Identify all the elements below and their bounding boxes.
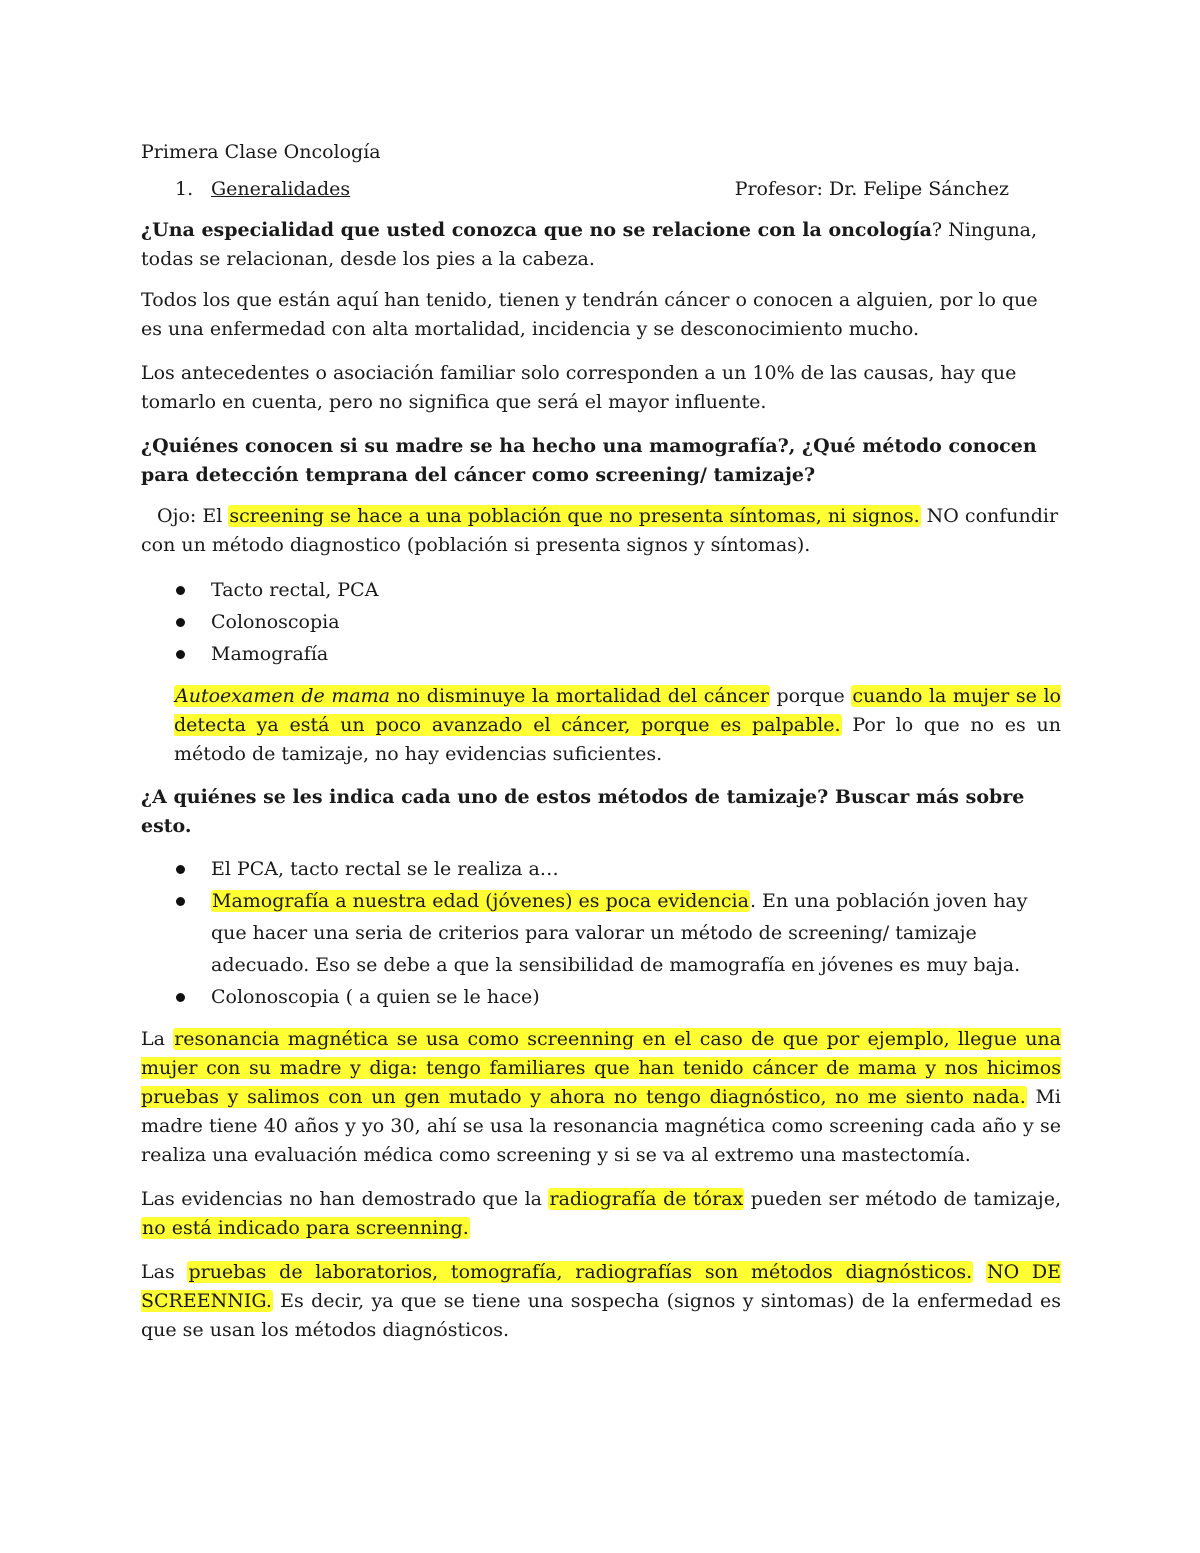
bullet-icon (176, 993, 185, 1002)
autoexamen-highlight-2: cuando la mujer se lo detecta ya está un poco avanzado el cáncer, porque es palpable. (174, 685, 1061, 736)
diagnostic-highlight-1: pruebas de laboratorios, tomografía, radiografías son métodos diagnósticos. (188, 1261, 973, 1283)
list-item (141, 885, 1061, 981)
bullet-icon (176, 586, 185, 595)
diagnostic-lead: Las (141, 1261, 188, 1283)
list-item-text: Tacto rectal, PCA (211, 579, 379, 601)
autoexamen-text-2: porque (769, 685, 852, 707)
ojo-rest: NO confundir con un método diagnostico (población si presenta signos y síntomas). (141, 505, 1059, 556)
paragraph-resonancia (141, 1025, 1061, 1170)
list-item (141, 638, 1061, 670)
resonancia-highlight: resonancia magnética se usa como screenning en el caso de que por ejemplo, llegue una mujer con su madre y diga: tengo familiares que han tenido cáncer de mama y nos hicimos pruebas y salimos con un gen mutado y ahora no tengo diagnóstico, no me siento nada. (141, 1028, 1061, 1108)
section-heading (141, 175, 1061, 204)
document-body (141, 138, 1061, 1360)
list-item-highlight: Mamografía a nuestra edad (jóvenes) es poca evidencia (212, 890, 749, 912)
list-item-text: Mamografía (211, 643, 329, 665)
bullet-icon (176, 897, 185, 906)
list-item-text: Colonoscopia ( a quien se le hace) (211, 986, 540, 1008)
paragraph-evidencias (141, 1185, 1061, 1243)
diagnostic-rest: Es decir, ya que se tiene una sospecha (signos y sintomas) de la enfermedad es que se usan los métodos diagnósticos. (141, 1290, 1061, 1341)
list-item-text: El PCA, tacto rectal se le realiza a… (211, 858, 559, 880)
question-screening (141, 432, 1061, 490)
resonancia-lead: La (141, 1028, 174, 1050)
evidencias-lead: Las evidencias no han demostrado que la (141, 1188, 549, 1210)
list-item (141, 981, 1061, 1013)
resonancia-rest: Mi madre tiene 40 años y yo 30, ahí se usa la resonancia magnética como screening cada año y se realiza una evaluación médica como screening y si se va al extremo una mastectomía. (141, 1086, 1061, 1166)
paragraph-ojo (141, 502, 1061, 560)
question-who (141, 783, 1061, 841)
evidencias-highlight-2: no está indicado para screenning. (142, 1217, 469, 1239)
bullet-icon (176, 618, 185, 627)
question-specialty: ¿Una especialidad que usted conozca que no se relacione con la oncología (141, 219, 932, 241)
section-number: 1. (175, 178, 194, 200)
ojo-lead: Ojo: El (157, 505, 229, 527)
paragraph-diagnostic-methods (141, 1258, 1061, 1345)
bullet-icon (176, 650, 185, 659)
list-item (141, 606, 1061, 638)
autoexamen-highlight-1 (174, 685, 770, 707)
section-name: Generalidades (211, 178, 351, 200)
paragraph-autoexamen (141, 682, 1061, 769)
autoexamen-title: Autoexamen de mama (175, 685, 391, 707)
page-title: Primera Clase Oncología (141, 141, 381, 163)
list-item-text: Colonoscopia (211, 611, 340, 633)
ojo-highlight: screening se hace a una población que no presenta síntomas, ni signos. (229, 505, 920, 527)
list-item (141, 574, 1061, 606)
indications-list (141, 853, 1061, 1013)
list-item-text: . En una población joven hay que hacer una seria de criterios para valorar un método de screening/ tamizaje adecuado. Eso se debe a que la sensibilidad de mamografía en jóvenes es muy baja. (211, 890, 1028, 976)
paragraph-specialty (141, 216, 1061, 274)
answer-specialty: ? Ninguna, todas se relacionan, desde los pies a la cabeza. (141, 219, 1038, 270)
autoexamen-text-1: no disminuye la mortalidad del cáncer (390, 685, 769, 707)
diagnostic-highlight-2: NO DE SCREENNIG. (141, 1261, 1061, 1312)
question-who-text: ¿A quiénes se les indica cada uno de estos métodos de tamizaje? Buscar más sobre esto. (141, 786, 1025, 837)
professor-label: Profesor: Dr. Felipe Sánchez (734, 178, 1009, 200)
evidencias-mid: pueden ser método de tamizaje, (744, 1188, 1061, 1210)
screening-methods-list (141, 574, 1061, 670)
bullet-icon (176, 865, 185, 874)
evidencias-highlight-1: radiografía de tórax (549, 1188, 744, 1210)
paragraph-family-history: Los antecedentes o asociación familiar solo corresponden a un 10% de las causas, hay que tomarlo en cuenta, pero no significa que será el mayor influente. (141, 362, 1017, 413)
list-item (141, 853, 1061, 885)
autoexamen-text-3: Por lo que no es un método de tamizaje, no hay evidencias suficientes. (174, 714, 1061, 765)
question-screening-text: ¿Quiénes conocen si su madre se ha hecho una mamografía?, ¿Qué método conocen para detección temprana del cáncer como screening/ tamizaje? (141, 435, 1037, 486)
paragraph-all-have-cancer: Todos los que están aquí han tenido, tienen y tendrán cáncer o conocen a alguien, por lo que es una enfermedad con alta mortalidad, incidencia y se desconocimiento mucho. (141, 289, 1038, 340)
